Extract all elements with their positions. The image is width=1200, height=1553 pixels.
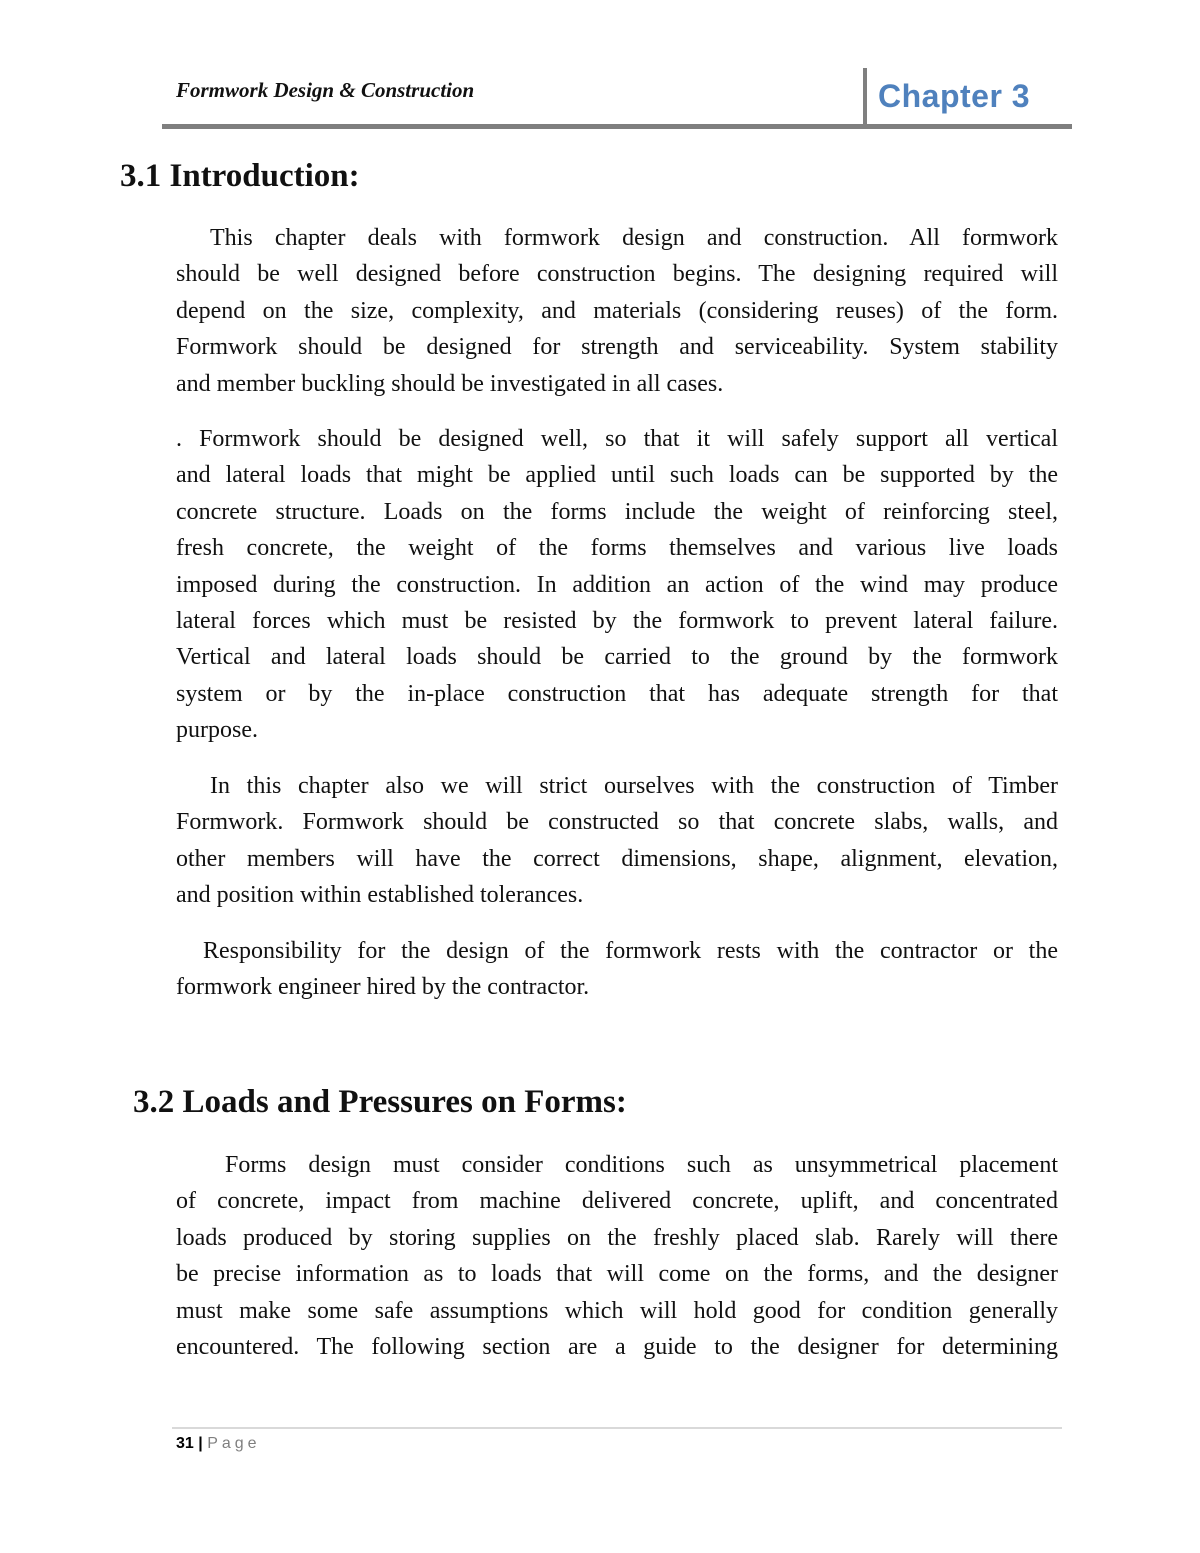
text-line: This chapter deals with formwork design and construction. All formwork (210, 225, 1058, 251)
text-line: must make some safe assumptions which will hold good for condition generally (176, 1297, 1058, 1324)
paragraph (176, 220, 1058, 402)
text-line: other members will have the correct dimensions, shape, alignment, elevation, (176, 845, 1058, 872)
text-line: Formwork should be designed for strength and serviceability. System stability (176, 334, 1058, 361)
text-line: imposed during the construction. In addition an action of the wind may produce (176, 571, 1058, 598)
text-line: In this chapter also we will strict ourselves with the construction of Timber (210, 773, 1058, 799)
page-footer (176, 1435, 261, 1453)
text-line: concrete structure. Loads on the forms include the weight of reinforcing steel, (176, 498, 1058, 525)
document-title: Formwork Design & Construction (176, 78, 475, 102)
text-line: purpose. (176, 717, 258, 744)
text-line: Vertical and lateral loads should be carried to the ground by the formwork (176, 644, 1058, 671)
text-line: . Formwork should be designed well, so that it will safely support all vertical (176, 426, 1058, 452)
text-line: encountered. The following section are a guide to the designer for determining (176, 1333, 1058, 1360)
section-heading-introduction: 3.1 Introduction: (120, 158, 360, 194)
text-line: loads produced by storing supplies on the freshly placed slab. Rarely will there (176, 1224, 1058, 1251)
text-line: system or by the in-place construction that has adequate strength for that (176, 680, 1058, 707)
text-line: and lateral loads that might be applied until such loads can be supported by the (176, 462, 1058, 489)
text-line: Forms design must consider conditions such as unsymmetrical placement (225, 1152, 1058, 1178)
chapter-label: Chapter 3 (878, 78, 1031, 114)
text-line: depend on the size, complexity, and materials (considering reuses) of the form. (176, 297, 1058, 324)
paragraph (176, 421, 1058, 749)
page-number: 31 (176, 1435, 194, 1452)
text-line: and member buckling should be investigated in all cases. (176, 370, 724, 397)
header-rule (162, 124, 1072, 129)
page-label: Page (207, 1435, 261, 1452)
paragraph (176, 933, 1058, 1006)
section-heading-loads: 3.2 Loads and Pressures on Forms: (133, 1084, 627, 1120)
text-line: be precise information as to loads that will come on the forms, and the designer (176, 1261, 1058, 1288)
text-line: of concrete, impact from machine delivered concrete, uplift, and concentrated (176, 1188, 1058, 1215)
text-line: Responsibility for the design of the formwork rests with the contractor or the (203, 938, 1058, 964)
paragraph (176, 1147, 1058, 1365)
footer-separator: | (198, 1435, 203, 1452)
footer-rule (172, 1427, 1062, 1429)
text-line: should be well designed before construction begins. The designing required will (176, 261, 1058, 288)
paragraph (176, 768, 1058, 914)
text-line: and position within established tolerances. (176, 882, 584, 909)
text-line: Formwork. Formwork should be constructed so that concrete slabs, walls, and (176, 809, 1058, 836)
header-divider (863, 68, 867, 128)
text-line: fresh concrete, the weight of the forms themselves and various live loads (176, 535, 1058, 562)
text-line: lateral forces which must be resisted by the formwork to prevent lateral failure. (176, 607, 1058, 634)
text-line: formwork engineer hired by the contractor. (176, 974, 590, 1001)
